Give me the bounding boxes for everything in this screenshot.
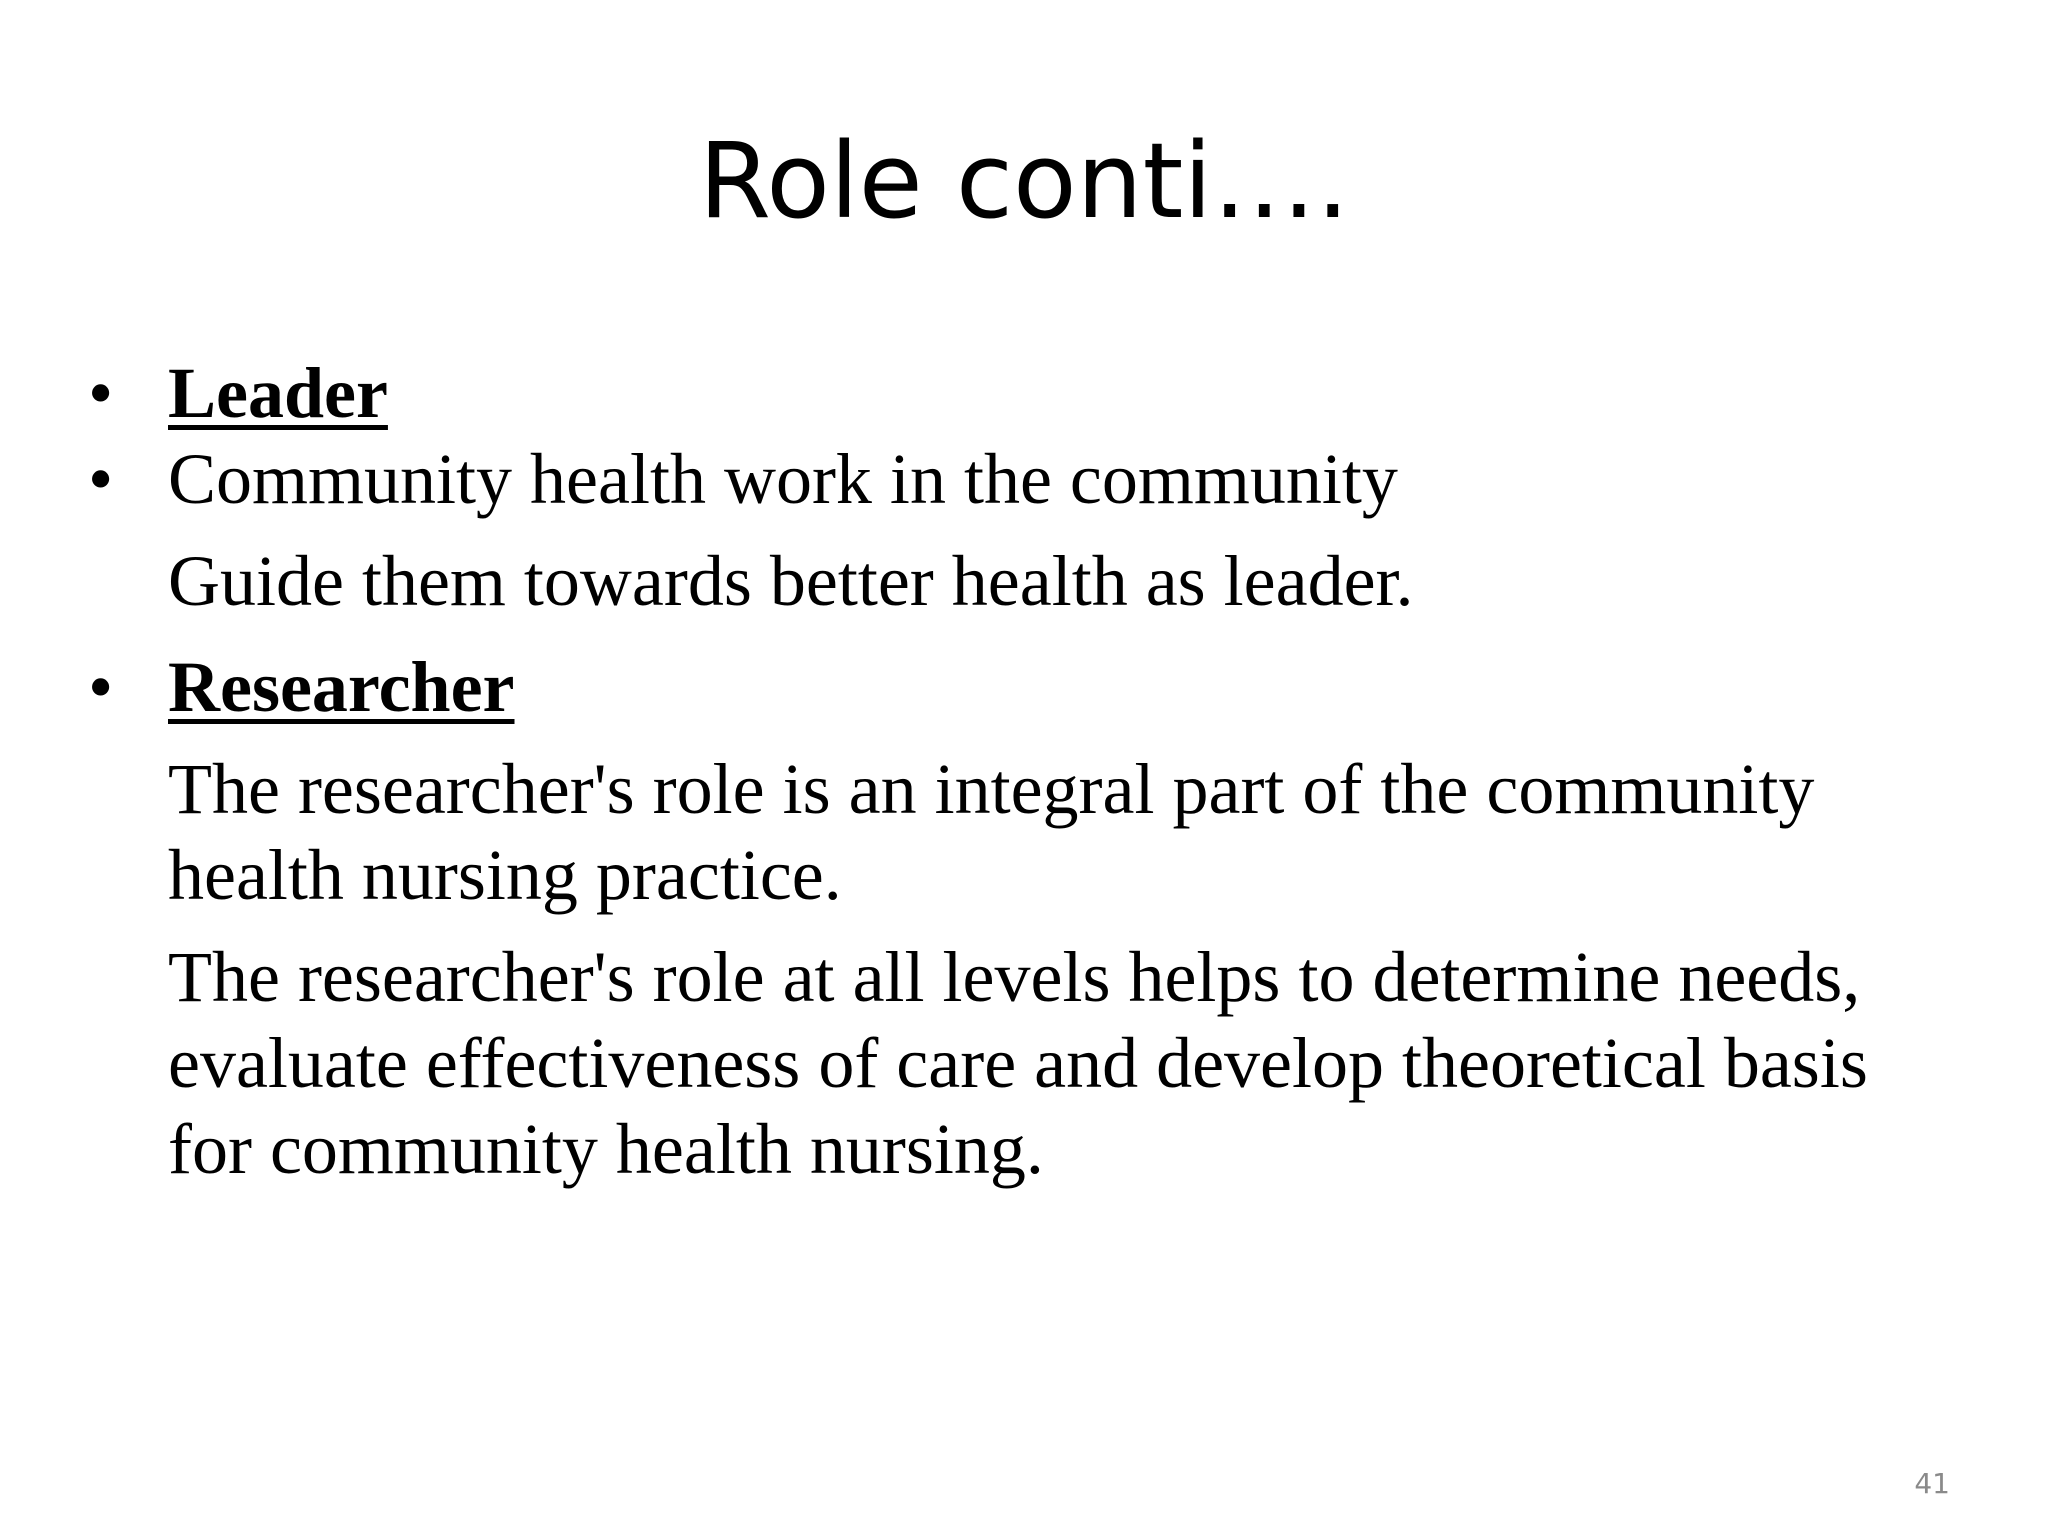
paragraph-text: The researcher's role is an integral part of the community health nursing practice. <box>168 749 1815 915</box>
paragraph-guide <box>88 538 1968 624</box>
bullet-dot-icon: • <box>88 353 114 433</box>
bullet-item-researcher <box>88 644 1968 730</box>
bullet-dot-icon: • <box>88 439 114 519</box>
bullet-text: Community health work in the community <box>168 439 1398 519</box>
spacer <box>88 730 1968 746</box>
section-heading-leader: Leader <box>168 353 388 433</box>
bullet-item-leader <box>88 350 1968 436</box>
section-heading-researcher: Researcher <box>168 647 515 727</box>
page-number: 41 <box>1914 1467 1950 1500</box>
slide-body <box>88 350 1968 1192</box>
spacer <box>88 918 1968 934</box>
spacer <box>88 522 1968 538</box>
paragraph-text: Guide them towards better health as leader. <box>168 541 1414 621</box>
spacer <box>88 624 1968 644</box>
slide-title: Role conti…. <box>698 120 1350 242</box>
bullet-item-community-health <box>88 436 1968 522</box>
bullet-dot-icon: • <box>88 647 114 727</box>
paragraph-researcher-integral <box>88 746 1968 918</box>
paragraph-text: The researcher's role at all levels helps to determine needs, evaluate effectiveness of care and develop theoretical basis for community health nursing. <box>168 937 1868 1189</box>
paragraph-researcher-levels <box>88 934 1968 1192</box>
